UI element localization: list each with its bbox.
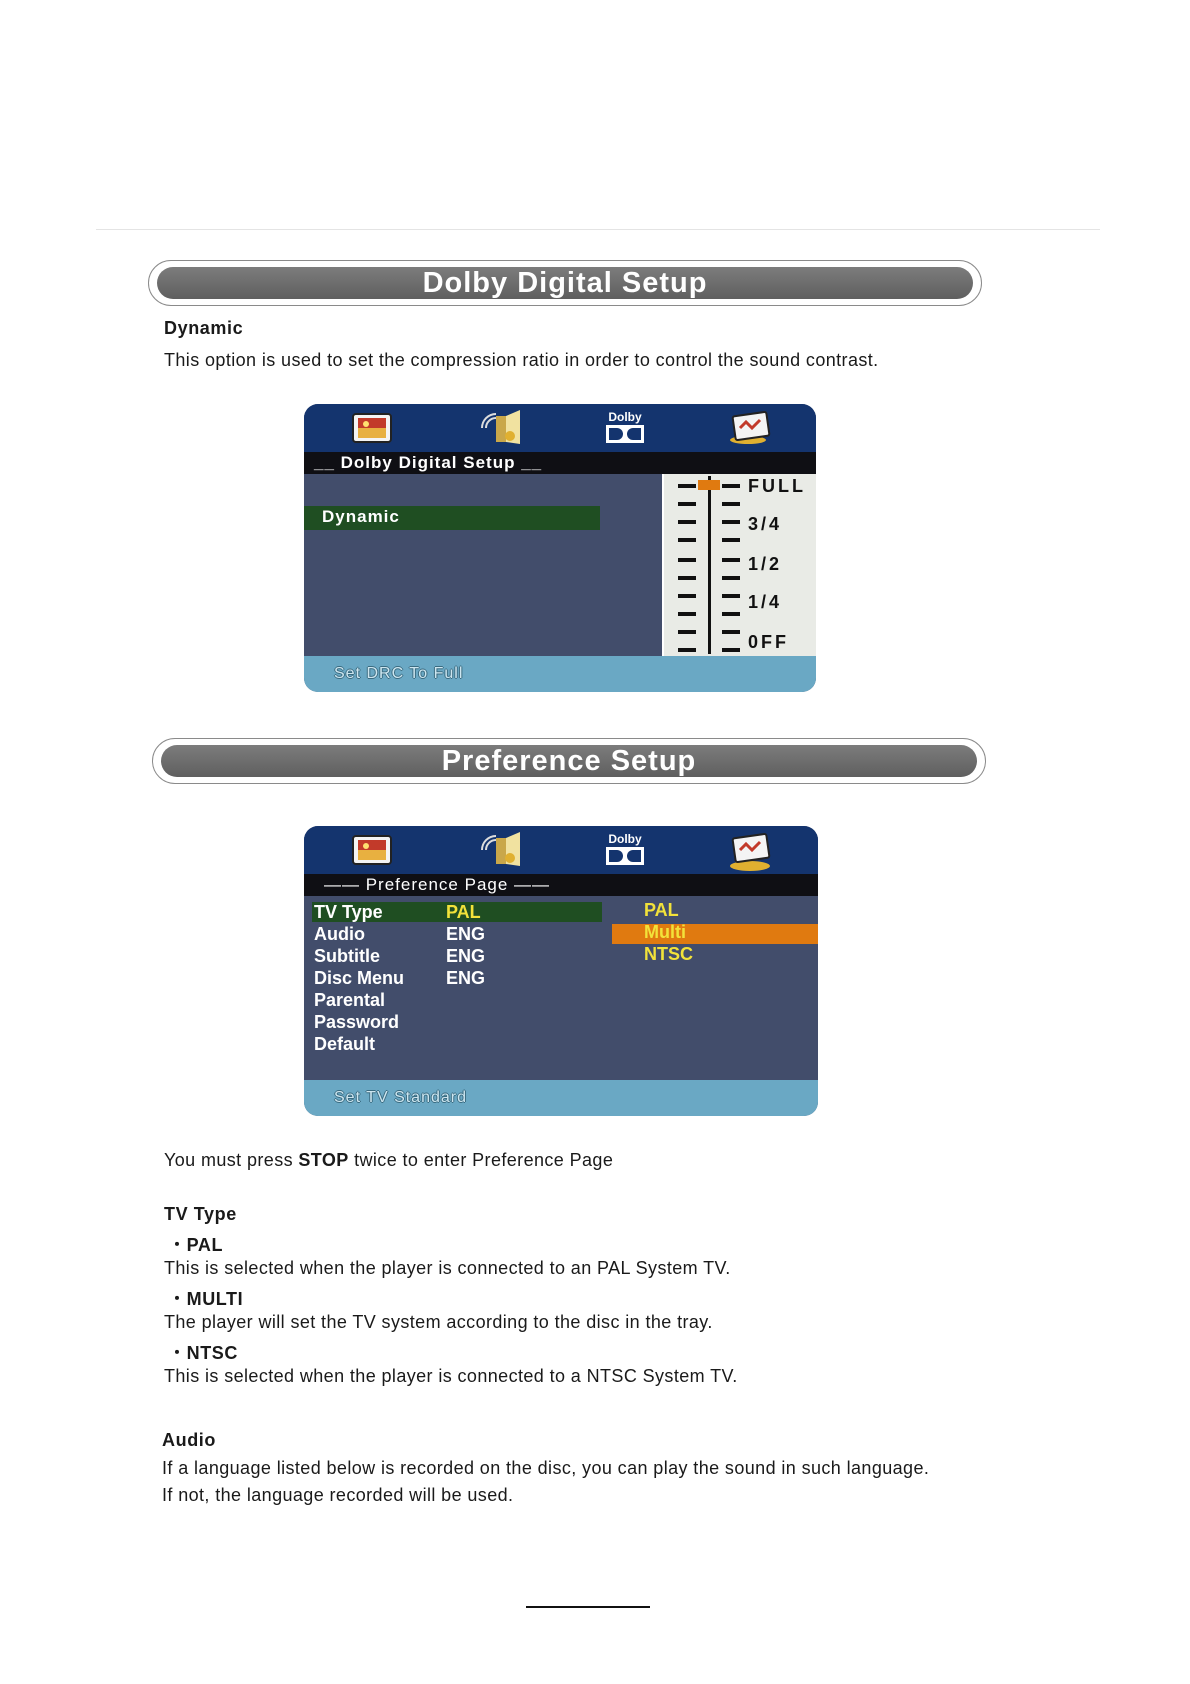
- section-title: Preference Setup: [441, 745, 697, 777]
- menu-value-audio: ENG: [446, 924, 486, 944]
- osd-title: __ Dolby Digital Setup __: [304, 452, 816, 474]
- slider-label-3-4: 3/4: [748, 514, 783, 534]
- osd-icon-bar: [304, 826, 818, 874]
- audio-setup-icon[interactable]: [480, 830, 526, 875]
- slider-thumb[interactable]: [698, 480, 720, 490]
- header-divider: [96, 229, 1100, 230]
- osd-icon-bar: [304, 404, 816, 452]
- tv-type-heading: TV Type: [164, 1204, 237, 1224]
- menu-value-tv-type: PAL: [446, 902, 481, 922]
- section-banner-preference: [152, 738, 986, 784]
- osd-title: —— Preference Page ——: [304, 874, 818, 896]
- multi-description: The player will set the TV system according to the disc in the tray.: [164, 1312, 713, 1332]
- audio-heading: Audio: [162, 1430, 216, 1450]
- menu-item-disc-menu[interactable]: Disc Menu: [314, 968, 405, 988]
- menu-item-tv-type[interactable]: TV Type: [314, 902, 383, 922]
- slider-label-1-4: 1/4: [748, 592, 783, 612]
- audio-description-2: If not, the language recorded will be used.: [162, 1485, 514, 1505]
- menu-item-password[interactable]: Password: [314, 1012, 400, 1032]
- menu-item-audio[interactable]: Audio: [314, 924, 365, 944]
- footer-rule: [526, 1606, 650, 1608]
- osd-status-bar: Set DRC To Full: [304, 656, 816, 692]
- slider-label-off: 0FF: [748, 632, 790, 652]
- dolby-label: Dolby: [608, 832, 642, 846]
- stop-note-before: You must press: [164, 1150, 299, 1170]
- osd-status-bar: Set TV Standard: [304, 1080, 818, 1116]
- ntsc-description: This is selected when the player is connected to a NTSC System TV.: [164, 1366, 738, 1386]
- dolby-icon[interactable]: [600, 410, 650, 447]
- stop-key: STOP: [298, 1150, 349, 1170]
- pal-bullet: ・PAL: [168, 1235, 224, 1255]
- pal-label: PAL: [186, 1235, 224, 1255]
- stop-note: [164, 1150, 613, 1171]
- drc-slider[interactable]: [664, 474, 816, 656]
- preference-icon[interactable]: [728, 832, 774, 877]
- audio-description-1: If a language listed below is recorded on the disc, you can play the sound in such language.: [162, 1458, 930, 1478]
- multi-bullet: ・MULTI: [168, 1289, 244, 1309]
- pal-description: This is selected when the player is connected to an PAL System TV.: [164, 1258, 731, 1278]
- ntsc-bullet: ・NTSC: [168, 1343, 239, 1363]
- section-banner-dolby: [148, 260, 982, 306]
- dolby-icon[interactable]: [600, 832, 650, 869]
- option-multi-highlight: [612, 924, 818, 944]
- slider-label-full: FULL: [748, 476, 806, 496]
- slider-track: [708, 476, 711, 654]
- slider-label-1-2: 1/2: [748, 554, 783, 574]
- dolby-label: Dolby: [608, 410, 642, 424]
- preference-page-screen: [304, 826, 818, 1116]
- preference-icon[interactable]: [728, 410, 774, 451]
- dynamic-description: This option is used to set the compression ratio in order to control the sound contrast.: [164, 350, 879, 370]
- option-ntsc[interactable]: NTSC: [644, 944, 693, 964]
- menu-value-subtitle: ENG: [446, 946, 486, 966]
- menu-item-dynamic[interactable]: [304, 506, 600, 530]
- multi-label: MULTI: [186, 1289, 244, 1309]
- picture-setup-icon[interactable]: [352, 412, 392, 449]
- dynamic-heading: Dynamic: [164, 318, 244, 338]
- menu-item-label: Dynamic: [322, 507, 400, 526]
- picture-setup-icon[interactable]: [352, 834, 392, 871]
- option-multi[interactable]: Multi: [644, 922, 686, 942]
- menu-item-parental[interactable]: Parental: [314, 990, 386, 1010]
- ntsc-label: NTSC: [186, 1343, 239, 1363]
- option-pal[interactable]: PAL: [644, 900, 679, 920]
- section-title: Dolby Digital Setup: [422, 267, 708, 299]
- audio-setup-icon[interactable]: [480, 408, 526, 453]
- menu-item-default[interactable]: Default: [314, 1034, 376, 1054]
- menu-item-subtitle[interactable]: Subtitle: [314, 946, 380, 966]
- menu-value-disc-menu: ENG: [446, 968, 486, 988]
- stop-note-after: twice to enter Preference Page: [348, 1150, 614, 1170]
- dolby-setup-screen: [304, 404, 816, 692]
